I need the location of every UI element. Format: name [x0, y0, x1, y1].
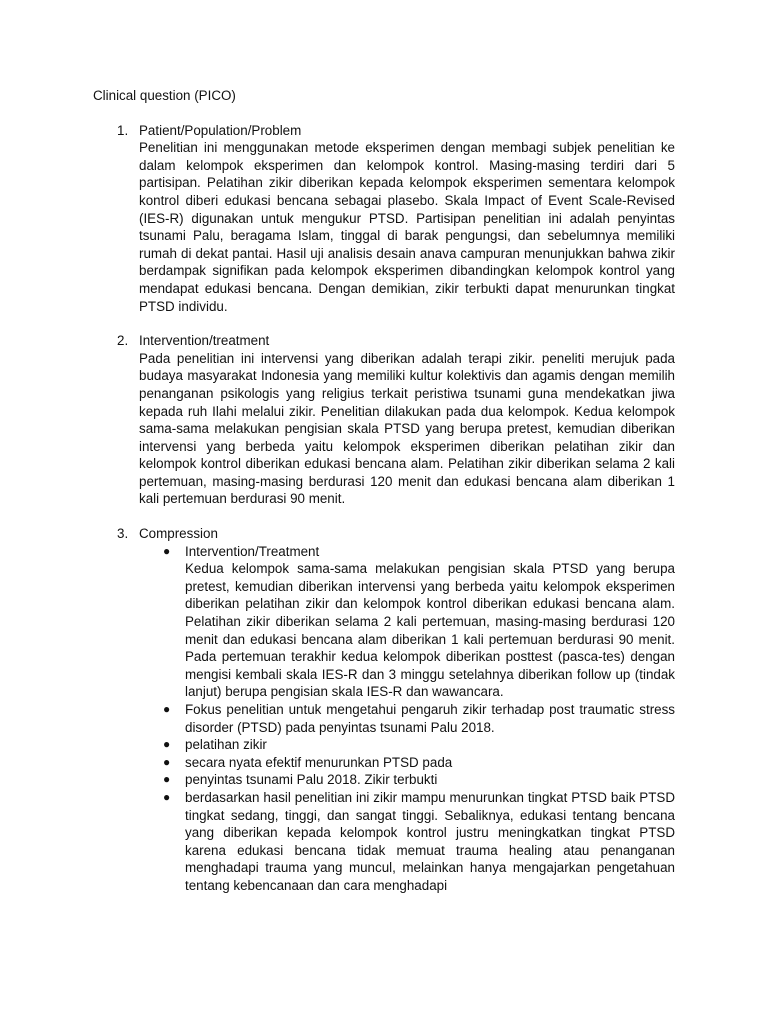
bullet-item — [163, 736, 675, 754]
section-heading: Patient/Population/Problem — [139, 122, 302, 138]
document-title: Clinical question (PICO) — [93, 88, 236, 103]
section-body: Pada penelitian ini intervensi yang diberikan adalah terapi zikir. peneliti merujuk pada budaya masyarakat Indonesia yang memiliki kultur kolektivis dan agamis dengan memilih penanganan psikologis yang religius terkait peristiwa tsunami guna mendekatkan jiwa kepada ruh Ilahi melalui zikir. Penelitian dilakukan pada dua kelompok. Kedua kelompok sama-sama melakukan pengisian skala PTSD yang berupa pretest, kemudian diberikan intervensi yang berbeda yaitu kelompok eksperimen diberikan pelatihan zikir dan kelompok kontrol diberikan edukasi bencana alam. Pelatihan zikir diberikan selama 2 kali pertemuan, masing-masing berdurasi 120 menit dan edukasi bencana alam diberikan 1 kali pertemuan berdurasi 90 menit. — [139, 350, 675, 507]
bullet-text: Kedua kelompok sama-sama melakukan pengisian skala PTSD yang berupa pretest, kemudian diberikan intervensi yang berbeda yaitu kelompok eksperimen diberikan pelatihan zikir dan kelompok kontrol diberikan edukasi bencana alam. Pelatihan zikir diberikan selama 2 kali pertemuan, masing-masing berdurasi 120 menit dan edukasi bencana alam diberikan 1 kali pertemuan berdurasi 90 menit. Pada pertemuan terakhir kedua kelompok diberikan posttest (pasca-tes) dengan mengisi kembali skala IES-R dan 3 minggu setelahnya diberikan follow up (tindak lanjut) berupa pengisian skala IES-R dan wawancara. — [185, 561, 675, 700]
bullet-item — [163, 754, 675, 772]
bullet-list — [93, 543, 675, 895]
section-compression — [93, 525, 675, 894]
bullet-icon: ● — [163, 772, 171, 787]
bullet-icon: ● — [163, 789, 171, 804]
bullet-icon: ● — [163, 737, 171, 752]
section-intervention-treatment — [93, 332, 675, 508]
bullet-text: secara nyata efektif menurunkan PTSD pada — [185, 754, 453, 770]
bullet-text: berdasarkan hasil penelitian ini zikir mampu menurunkan tingkat PTSD baik PTSD tingkat sedang, tinggi, dan sangat tinggi. Sebaliknya, edukasi tentang bencana yang diberikan kepada kelompok kontrol justru meningkatkan tingkat PTSD karena edukasi bencana tidak memuat trauma healing atau penanganan menghadapi trauma yang muncul, melainkan hanya mengajarkan pengetahuan tentang kebencanaan dan cara menghadapi — [185, 789, 675, 893]
bullet-text: penyintas tsunami Palu 2018. Zikir terbukti — [185, 772, 438, 788]
bullet-icon: ● — [163, 702, 171, 716]
bullet-item — [163, 701, 675, 736]
section-heading: Compression — [139, 526, 218, 542]
bullet-item — [163, 543, 675, 701]
bullet-text: Fokus penelitian untuk mengetahui pengaruh zikir terhadap post traumatic stress disorder (PTSD) pada penyintas tsunami Palu 2018. — [185, 702, 675, 735]
bullet-lead: Intervention/Treatment — [185, 543, 320, 559]
section-heading: Intervention/treatment — [139, 333, 270, 349]
section-number: 3. — [117, 526, 129, 542]
section-number: 1. — [117, 122, 129, 138]
bullet-item — [163, 771, 675, 789]
section-body: Penelitian ini menggunakan metode eksperimen dengan membagi subjek penelitian ke dalam kelompok eksperimen dan kelompok kontrol. Masing-masing terdiri dari 5 partisipan. Pelatihan zikir diberikan kepada kelompok eksperimen sementara kelompok kontrol diberi edukasi bencana sebagai plasebo. Skala Impact of Event Scale-Revised (IES-R) digunakan untuk mengukur PTSD. Partisipan penelitian ini adalah penyintas tsunami Palu, beragama Islam, tinggal di barak pengungsi, dan sebelumnya memiliki rumah di dekat pantai. Hasil uji analisis desain anava campuran menunjukkan bahwa zikir berdampak signifikan pada kelompok eksperimen dibandingkan kelompok kontrol yang mendapat edukasi bencana. Dengan demikian, zikir terbukti dapat menurunkan tingkat PTSD individu. — [139, 140, 675, 314]
section-number: 2. — [117, 333, 129, 349]
section-patient-population-problem — [93, 122, 675, 316]
bullet-icon: ● — [163, 543, 171, 558]
bullet-icon: ● — [163, 754, 171, 769]
document-page — [93, 87, 675, 912]
bullet-item — [163, 789, 675, 895]
bullet-text: pelatihan zikir — [185, 737, 267, 753]
